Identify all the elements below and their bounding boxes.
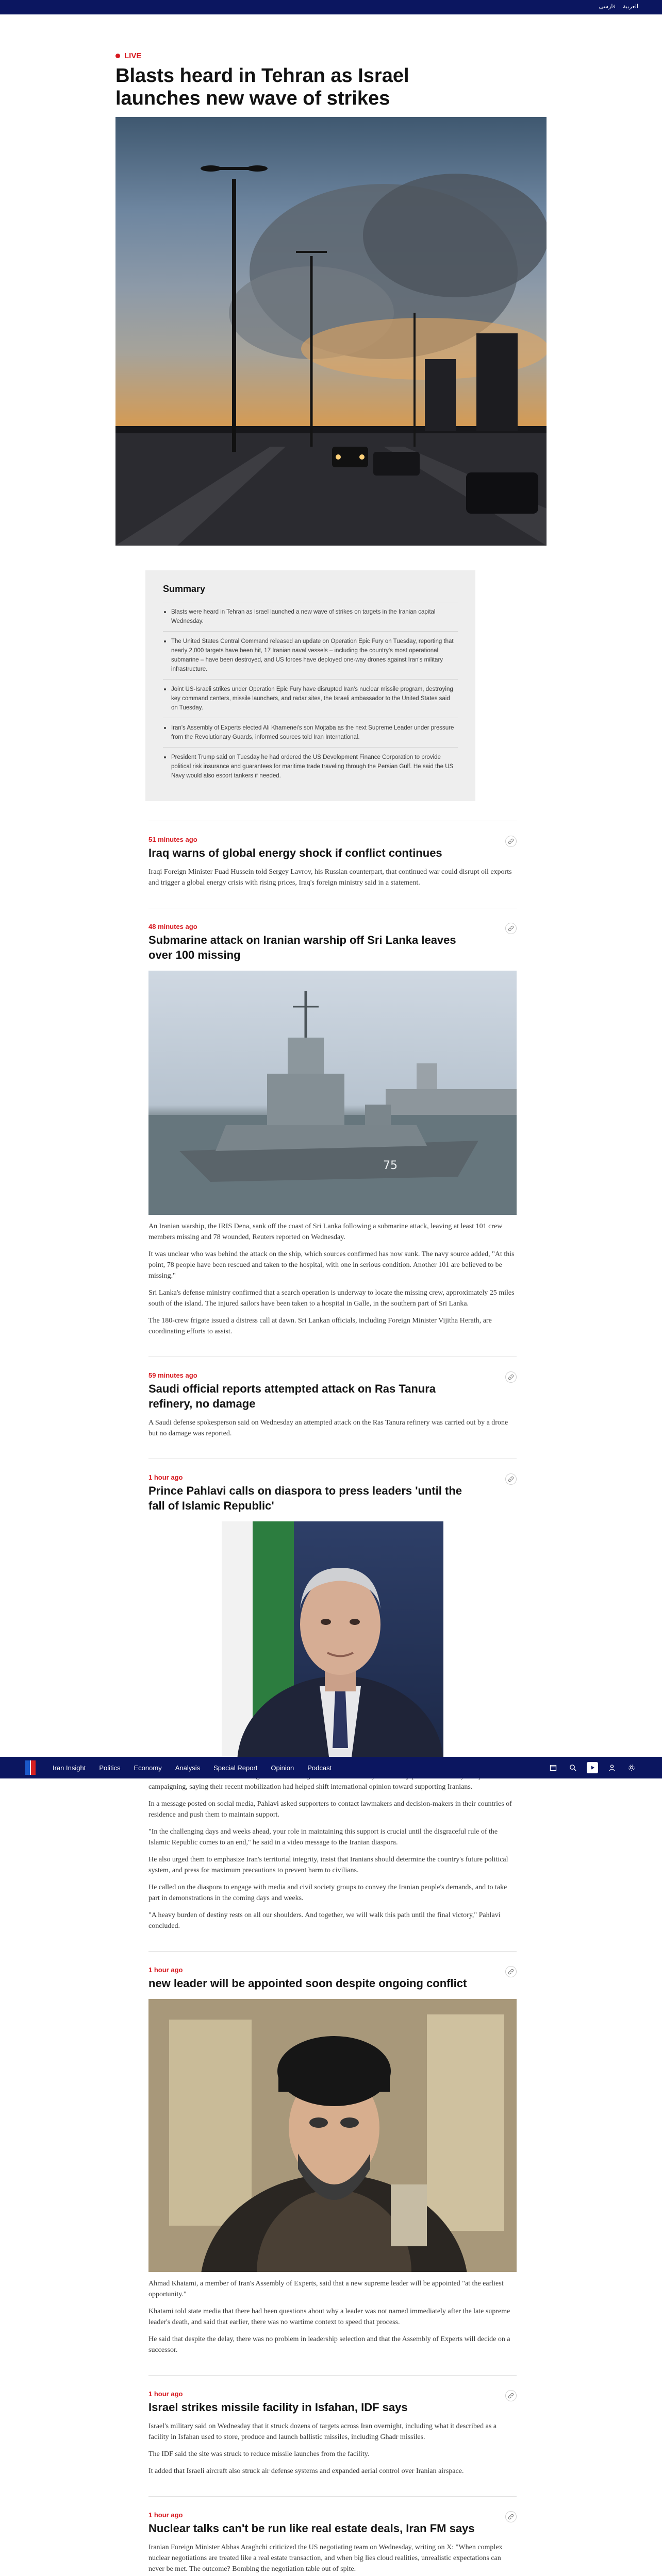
nav-item-special-report[interactable]: Special Report [213, 1764, 258, 1772]
nav-item-economy[interactable]: Economy [134, 1764, 162, 1772]
live-badge [115, 52, 518, 60]
settings-icon[interactable] [626, 1762, 637, 1773]
post-paragraph: It was unclear who was behind the attack on the ship, which sources confirmed has now sunk. The navy source added, "At this point, 78 people have been rescued and taken to the hospital, with one in serious condition. Another 101 are believed to be missing." [148, 1250, 515, 1280]
post-timestamp: 48 minutes ago [148, 923, 197, 930]
share-link-icon[interactable] [505, 836, 517, 847]
post-title: Submarine attack on Iranian warship off Sri Lanka leaves over 100 missing [148, 934, 456, 961]
language-link-arabic[interactable]: العربية [622, 3, 638, 10]
post-paragraph: "A heavy burden of destiny rests on all our shoulders. And together, we will walk this path until the final victory," Pahlavi concluded. [148, 1911, 501, 1930]
post-title: Iraq warns of global energy shock if conflict continues [148, 846, 442, 859]
page-title: Blasts heard in Tehran as Israel launches new wave of strikes [115, 65, 409, 109]
blog-post [148, 908, 517, 1337]
post-title: Prince Pahlavi calls on diaspora to press leaders 'until the fall of Islamic Republic' [148, 1484, 462, 1512]
post-timestamp: 51 minutes ago [148, 836, 197, 843]
summary-list [163, 602, 458, 786]
share-link-icon[interactable] [505, 1966, 517, 1977]
language-link-farsi[interactable]: فارسی [599, 3, 616, 10]
svg-text:75: 75 [383, 1159, 398, 1172]
post-paragraph: Sri Lanka's defense ministry confirmed that a search operation is underway to locate the missing crew, approximately 25 miles south of the island. The injured sailors have been taken to a hospital in Galle, in the southern part of Sri Lanka. [148, 1289, 515, 1308]
post-paragraph: In a message posted on social media, Pahlavi asked supporters to contact lawmakers and decision-makers in their countries of residence and push them to maintain support. [148, 1800, 512, 1819]
share-link-icon[interactable] [505, 2390, 517, 2401]
blog-post [148, 1357, 517, 1439]
post-title: Nuclear talks can't be run like real estate deals, Iran FM says [148, 2522, 475, 2535]
post-timestamp: 1 hour ago [148, 2390, 183, 2398]
post-title: Israel strikes missile facility in Isfahan, IDF says [148, 2401, 408, 2414]
post-paragraph: He called on the diaspora to engage with media and civil society groups to convey the Iranian people's demands, and to take part in demonstrations in the coming days and weeks. [148, 1884, 507, 1902]
post-timestamp: 1 hour ago [148, 1966, 183, 1974]
post-paragraph: It added that Israeli aircraft also struck air defense systems and expanded aerial control over Iranian airspace. [148, 2467, 464, 2475]
post-timestamp: 59 minutes ago [148, 1371, 197, 1379]
nav-item-iran-insight[interactable]: Iran Insight [53, 1764, 86, 1772]
summary-box [145, 570, 475, 801]
warship-image [148, 971, 517, 1215]
nav-item-opinion[interactable]: Opinion [271, 1764, 294, 1772]
khatami-portrait-image [148, 1999, 517, 2272]
language-switcher [599, 3, 638, 10]
live-blog [115, 52, 518, 2576]
blog-post [148, 1951, 517, 2355]
live-label: LIVE [124, 52, 142, 60]
hero-image [115, 117, 547, 546]
blog-post [148, 821, 517, 888]
post-paragraph: "In the challenging days and weeks ahead, your role in maintaining this support is crucial until the disgraceful rule of the Islamic Republic comes to an end," he said in a video message to the Iranian diaspora. [148, 1828, 498, 1846]
nav-menu [53, 1764, 332, 1772]
post-title: Saudi official reports attempted attack on Ras Tanura refinery, no damage [148, 1382, 436, 1410]
blog-post [148, 2375, 517, 2477]
summary-item: Joint US-Israeli strikes under Operation Epic Fury have disrupted Iran's nuclear missile program, destroying key command centers, missile launchers, and radar sites, the Israeli ambassador to the United States said on Tuesday. [163, 679, 458, 718]
share-link-icon[interactable] [505, 1371, 517, 1383]
post-paragraph: Ahmad Khatami, a member of Iran's Assembly of Experts, said that a new supreme leader will be appointed "at the earliest opportunity." [148, 2280, 504, 2298]
blog-post [148, 1459, 517, 1931]
summary-heading: Summary [163, 584, 206, 594]
share-link-icon[interactable] [505, 1473, 517, 1485]
search-icon[interactable] [567, 1762, 578, 1773]
post-paragraph: campaigning, saying their recent mobilization had helped shift international opinion toward supporting Iranians. [148, 1783, 473, 1791]
main-navbar [0, 1757, 662, 1778]
post-title: new leader will be appointed soon despite ongoing conflict [148, 1977, 467, 1990]
user-icon[interactable] [606, 1762, 618, 1773]
live-dot-icon [115, 54, 120, 58]
summary-item: President Trump said on Tuesday he had ordered the US Development Finance Corporation to provide political risk insurance and guarantees for maritime trade traveling through the Persian Gulf. He said the US Navy would also escort tankers if needed. [163, 747, 458, 786]
post-paragraph: The 180-crew frigate issued a distress call at dawn. Sri Lankan officials, including Foreign Minister Vijitha Herath, are coordinating efforts to assist. [148, 1317, 492, 1335]
post-paragraph: A Saudi defense spokesperson said on Wednesday an attempted attack on the Ras Tanura refinery was carried out by a drone but no damage was reported. [148, 1419, 508, 1437]
nav-item-podcast[interactable]: Podcast [307, 1764, 332, 1772]
nav-item-analysis[interactable]: Analysis [175, 1764, 201, 1772]
post-timestamp: 1 hour ago [148, 2511, 183, 2519]
post-paragraph: An Iranian warship, the IRIS Dena, sank off the coast of Sri Lanka following a submarine attack, leaving at least 101 crew members missing and 78 wounded, Reuters reported on Wednesday. [148, 1223, 503, 1241]
post-paragraph: Khatami told state media that there had been questions about why a leader was not named immediately after the late supreme leader's death, and said that earlier, there was no wartime context to speed that process. [148, 2308, 510, 2326]
nav-item-politics[interactable]: Politics [99, 1764, 121, 1772]
top-language-bar [0, 0, 662, 14]
post-paragraph: Iranian Foreign Minister Abbas Araghchi criticized the US negotiating team on Wednesday, writing on X: "When complex nuclear negotiations are treated like a real estate transaction, and when big lies cloud realities, unrealistic expectations can never be met. The outcome? Bombing the negotiation table out of spite. [148, 2544, 503, 2573]
summary-item: Iran's Assembly of Experts elected Ali Khamenei's son Mojtaba as the next Supreme Leader under pressure from the Revolutionary Guards, informed sources told Iran International. [163, 718, 458, 747]
share-link-icon[interactable] [505, 2511, 517, 2522]
calendar-icon[interactable] [548, 1762, 559, 1773]
pahlavi-portrait-image [222, 1521, 443, 1765]
post-paragraph: Israel's military said on Wednesday that it struck dozens of targets across Iran overnight, including what it described as a facility in Isfahan used to store, produce and launch ballistic missiles, including Ghadr missiles. [148, 2422, 497, 2441]
post-timestamp: 1 hour ago [148, 1473, 183, 1481]
blog-post [148, 2496, 517, 2574]
nav-icon-group [548, 1762, 637, 1773]
share-link-icon[interactable] [505, 923, 517, 934]
post-paragraph: He also urged them to emphasize Iran's territorial integrity, insist that Iranians should determine the country's future political system, and press for maximum precautions to prevent harm to civilians. [148, 1856, 508, 1874]
live-tv-icon[interactable] [587, 1762, 598, 1773]
post-paragraph: The IDF said the site was struck to reduce missile launches from the facility. [148, 2450, 370, 2458]
site-logo[interactable] [22, 1757, 39, 1778]
summary-item: Blasts were heard in Tehran as Israel launched a new wave of strikes on targets in the Iranian capital Wednesday. [163, 602, 458, 631]
logo-mark-icon [25, 1760, 36, 1775]
post-paragraph: Iraqi Foreign Minister Fuad Hussein told Sergey Lavrov, his Russian counterpart, that continued war could disrupt oil exports and trigger a global energy crisis with rising prices, Iraq's foreign ministry said in a statement. [148, 868, 512, 887]
post-paragraph: He said that despite the delay, there was no problem in leadership selection and that the Assembly of Experts will decide on a successor. [148, 2335, 510, 2354]
summary-item: The United States Central Command released an update on Operation Epic Fury on Tuesday, reporting that nearly 2,000 targets have been hit, 17 Iranian naval vessels – including the country's most operational submarine – have been destroyed, and US forces have deployed one-way drones against Iran's military infrastructure. [163, 631, 458, 679]
